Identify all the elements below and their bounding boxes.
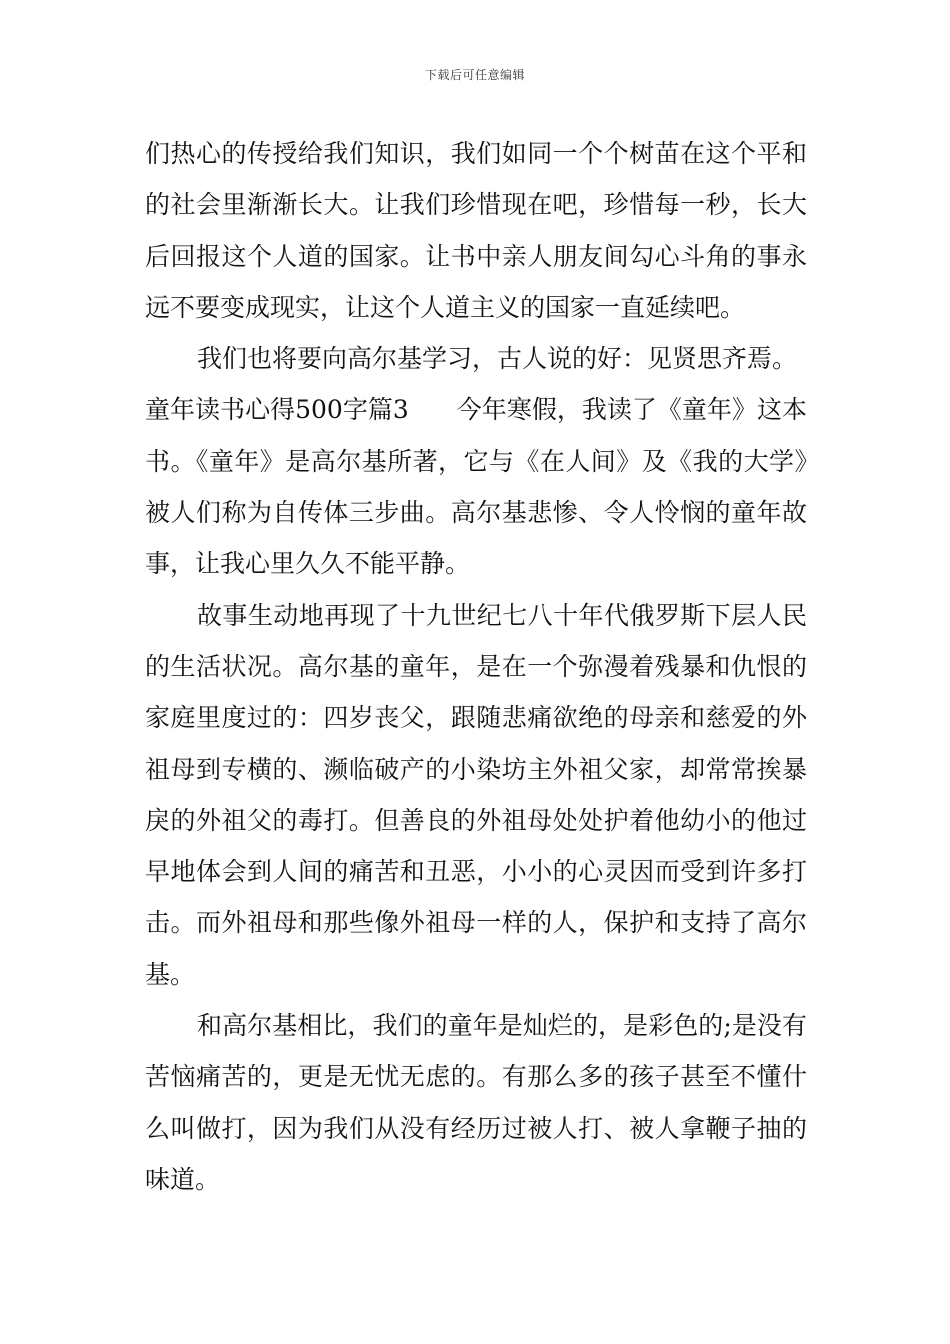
paragraph-5: 和高尔基相比，我们的童年是灿烂的，是彩色的;是没有苦恼痛苦的，更是无忧无虑的。有那么多的孩子甚至不懂什么叫做打，因为我们从没有经历过被人打、被人拿鞭子抽的味道。 (145, 1011, 807, 1194)
paragraph-1: 们热心的传授给我们知识，我们如同一个个树苗在这个平和的社会里渐渐长大。让我们珍惜现在吧，珍惜每一秒，长大后回报这个人道的国家。让书中亲人朋友间勾心斗角的事永远不要变成现实，让这个人道主义的国家一直延续吧。 (145, 139, 807, 322)
document-body (145, 128, 807, 1205)
section-title: 童年读书心得500字篇3 (145, 395, 409, 425)
paragraph-3 (145, 384, 807, 589)
page-header: 下载后可任意编辑 (424, 68, 525, 82)
paragraph-2: 我们也将要向高尔基学习，古人说的好：见贤思齐焉。 (197, 344, 798, 374)
section-body: 今年寒假，我读了《童年》这本书。《童年》是高尔基所著，它与《在人间》及《我的大学》被人们称为自传体三步曲。高尔基悲惨、令人怜悯的童年故事，让我心里久久不能平静。 (145, 395, 807, 579)
paragraph-4: 故事生动地再现了十九世纪七八十年代俄罗斯下层人民的生活状况。高尔基的童年，是在一个弥漫着残暴和仇恨的家庭里度过的：四岁丧父，跟随悲痛欲绝的母亲和慈爱的外祖母到专横的、濒临破产的小染坊主外祖父家，却常常挨暴戾的外祖父的毒打。但善良的外祖母处处护着他幼小的他过早地体会到人间的痛苦和丑恶，小小的心灵因而受到许多打击。而外祖母和那些像外祖母一样的人，保护和支持了高尔基。 (145, 600, 807, 989)
